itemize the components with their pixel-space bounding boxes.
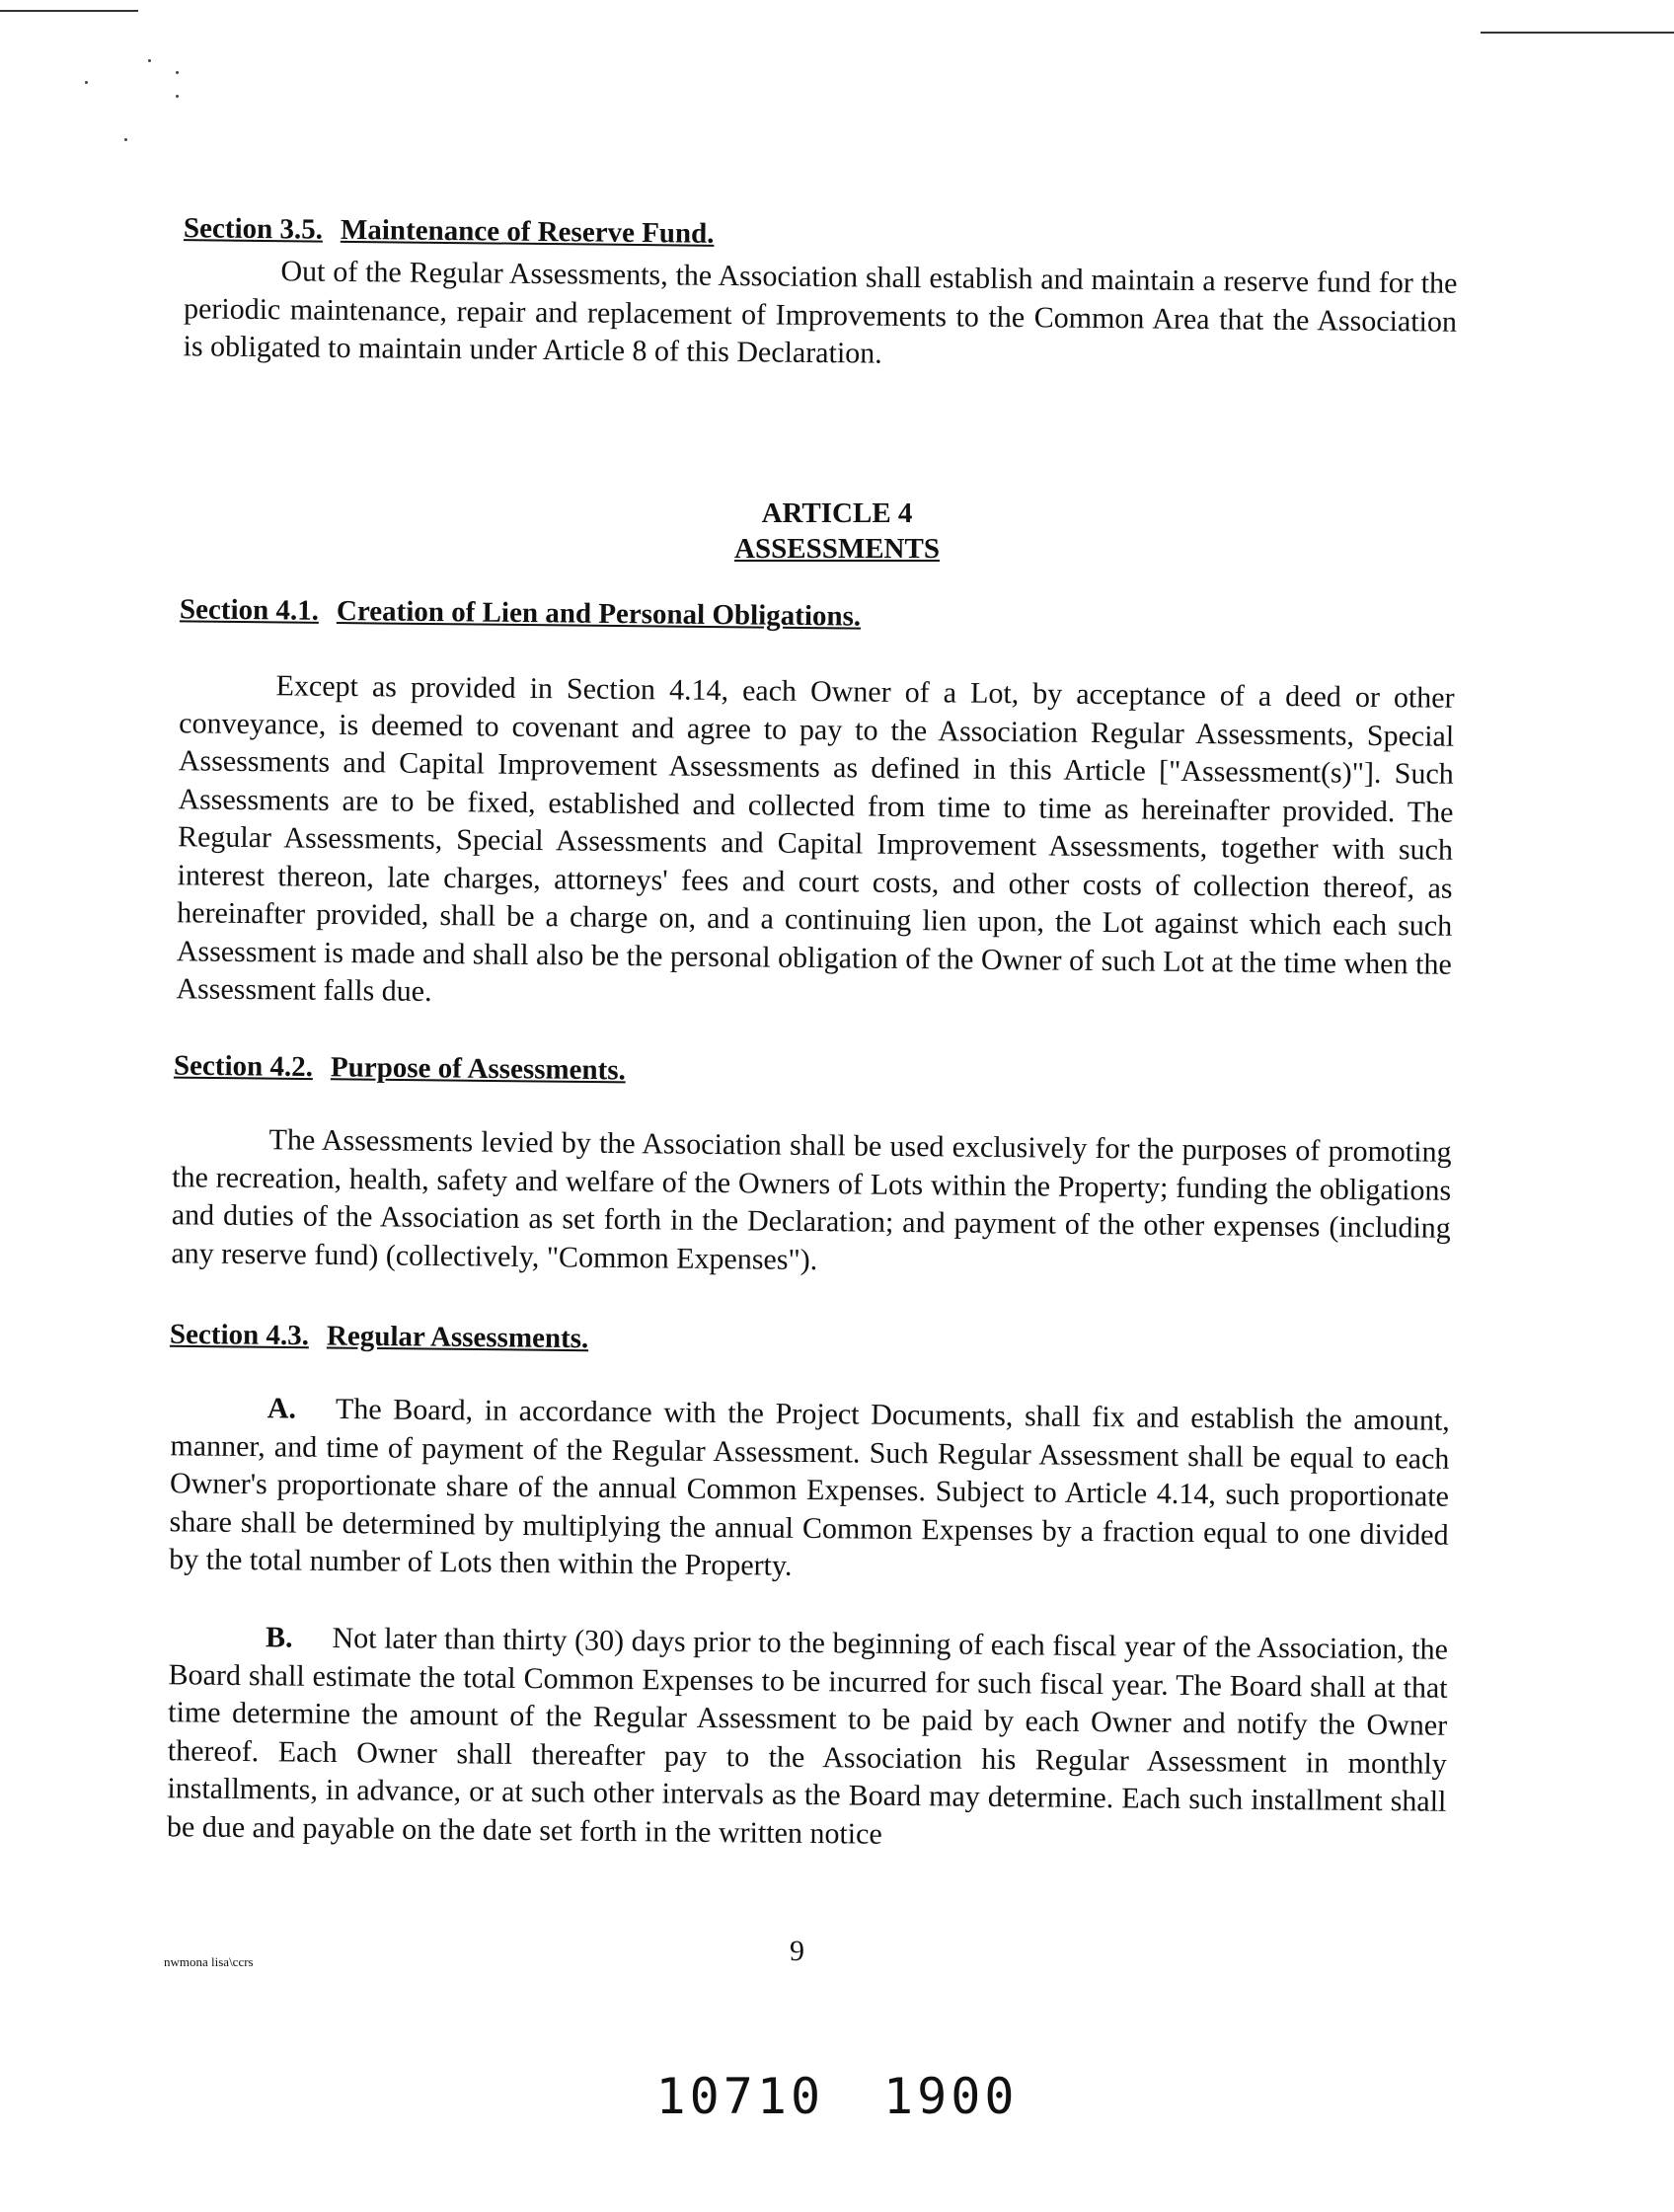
section-4-3-paragraph-b <box>167 1618 1448 1860</box>
section-title: Maintenance of Reserve Fund. <box>340 213 715 250</box>
section-4-2-heading <box>174 1050 626 1088</box>
paragraph-text: Out of the Regular Assessments, the Association shall establish and maintain a reserve fund for the periodic maintenance, repair and replacement of Improvements to the Common Area that the Association is obligated to maintain under Article 8 of this Declaration. <box>183 255 1458 370</box>
paragraph-text: Not later than thirty (30) days prior to the beginning of each fiscal year of the Association, the Board shall estimate the total Common Expenses to be incurred for such fiscal year. The Board shall at that time determine the amount of the Regular Assessment to be paid by each Owner and notify the Owner thereof. Each Owner shall thereafter pay to the Association his Regular Assessment in monthly installments, in advance, or at such other intervals as the Board may determine. Each such installment shall be due and payable on the date set forth in the written notice <box>166 1621 1449 1851</box>
page-number: 9 <box>790 1935 804 1967</box>
section-title: Regular Assessments. <box>326 1320 589 1355</box>
file-reference: nwmona lisa\ccrs <box>164 1954 254 1969</box>
section-number: Section 4.1. <box>179 593 320 627</box>
scan-edge-line-top-right <box>1481 32 1674 34</box>
section-3-5-heading <box>184 212 715 251</box>
section-number: Section 4.2. <box>173 1049 314 1084</box>
section-title: Purpose of Assessments. <box>330 1051 627 1087</box>
recording-stamp <box>0 2068 1674 2125</box>
section-number: Section 4.3. <box>169 1318 310 1352</box>
section-3-5-paragraph <box>183 252 1457 379</box>
scan-edge-line-top-left <box>0 10 138 12</box>
article-title-text: ASSESSMENTS <box>734 533 940 565</box>
article-title <box>0 533 1674 566</box>
section-4-1-heading <box>180 593 861 633</box>
section-4-3-paragraph-a <box>169 1389 1450 1592</box>
section-title: Creation of Lien and Personal Obligations. <box>336 595 862 633</box>
article-label: ARTICLE 4 <box>761 497 913 529</box>
scan-speck <box>124 138 127 141</box>
paragraph-label: B. <box>265 1621 293 1654</box>
paragraph-text: Except as provided in Section 4.14, each Owner of a Lot, by acceptance of a deed or other conveyance, is deemed to covenant and agree to pay to the Association Regular Assessments, Special Assessments and Capital Improvement Assessments as defined in this Article ["Assessment(s)"]. Such Assessments are to be fixed, established and collected from time to time as hereinafter provided. The Regular Assessments, Special Assessments and Capital Improvement Assessments, together with such interest thereon, late charges, attorneys' fees and court costs, and other costs of collection thereof, as hereinafter provided, shall be a charge on, and a continuing lien upon, the Lot against which each such Assessment is made and shall also be the personal obligation of the Owner of such Lot at the time when the Assessment falls due. <box>176 669 1455 1008</box>
scan-speck <box>148 59 151 62</box>
scan-speck <box>176 95 179 98</box>
recording-stamp-left: 10710 <box>655 2068 825 2125</box>
scan-speck <box>176 71 179 74</box>
section-4-1-paragraph <box>176 666 1455 1022</box>
recording-stamp-right: 1900 <box>883 2068 1019 2125</box>
scan-speck <box>85 81 88 84</box>
paragraph-text: The Board, in accordance with the Project Documents, shall fix and establish the amount, manner, and time of payment of the Regular Assessment. Such Regular Assessment shall be equal to each Owner's proportionate share of the annual Common Expenses. Subject to Article 4.14, such proportionate share shall be determined by multiplying the annual Common Expenses by a fraction equal to one divided by the total number of Lots then within the Property. <box>169 1392 1450 1582</box>
section-number: Section 3.5. <box>183 212 324 246</box>
section-4-2-paragraph <box>171 1120 1452 1286</box>
section-4-3-heading <box>170 1319 589 1355</box>
paragraph-label: A. <box>266 1392 297 1425</box>
paragraph-text: The Assessments levied by the Association shall be used exclusively for the purposes of promoting the recreation, health, safety and welfare of the Owners of Lots within the Property; funding the obligations and duties of the Association as set forth in the Declaration; and payment of the other expenses (including any reserve fund) (collectively, "Common Expenses"). <box>171 1123 1452 1276</box>
